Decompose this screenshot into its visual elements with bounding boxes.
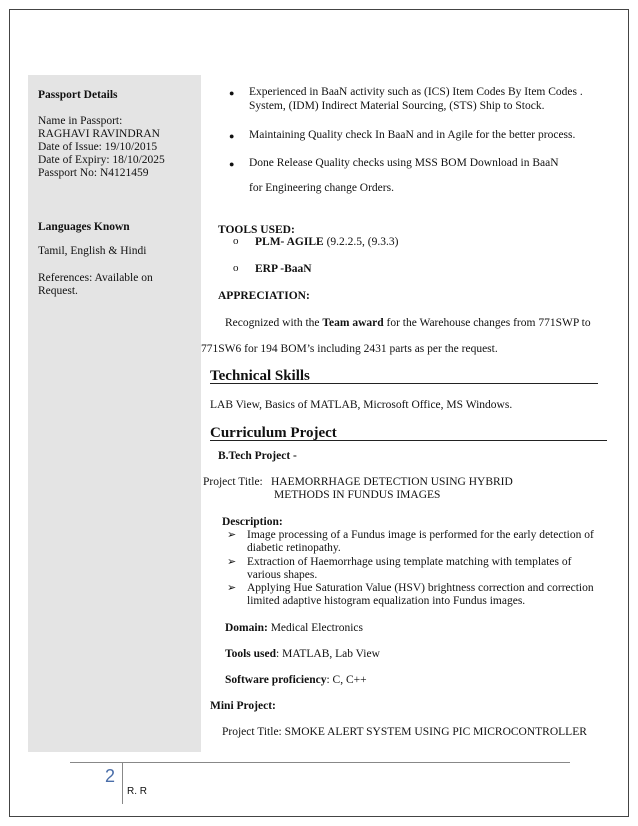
appreciation-line2: 771SW6 for 194 BOM’s including 2431 parts as per the request.: [201, 343, 498, 355]
description-item-1-line1: Image processing of a Fundus image is performed for the early detection of: [247, 529, 594, 541]
description-item-1-line2: diabetic retinopathy.: [247, 542, 341, 554]
sidebar: [28, 75, 201, 752]
bullet-icon: ●: [229, 88, 235, 98]
tool-item-1-name: PLM- AGILE: [255, 236, 324, 248]
tools-used-label: Tools used: [225, 648, 277, 660]
technical-skills-rule: [210, 383, 598, 384]
tool-item-1: [255, 235, 398, 249]
mini-project-title: Project Title: SMOKE ALERT SYSTEM USING PIC MICROCONTROLLER: [222, 726, 587, 738]
passport-number: Passport No: N4121459: [38, 167, 149, 179]
arrow-bullet-icon: ➢: [227, 529, 237, 541]
experience-bullet-1-line2: System, (IDM) Indirect Material Sourcing, (STS) Ship to Stock.: [249, 100, 545, 112]
tool-item-2: ERP -BaaN: [255, 263, 312, 275]
appreciation-heading: APPRECIATION:: [218, 290, 310, 302]
experience-bullet-3-line1: Done Release Quality checks using MSS BOM Download in BaaN: [249, 157, 559, 169]
appreciation-pre: Recognized with the: [225, 317, 323, 329]
project-title-line2: METHODS IN FUNDUS IMAGES: [274, 489, 441, 501]
curriculum-heading: Curriculum Project: [210, 425, 337, 441]
passport-name-value: RAGHAVI RAVINDRAN: [38, 128, 160, 140]
tools-used-line: [225, 647, 380, 661]
arrow-bullet-icon: ➢: [227, 582, 237, 594]
appreciation-line1: [225, 316, 591, 330]
domain-line: [225, 621, 363, 635]
tools-used-value: : MATLAB, Lab View: [276, 648, 380, 660]
team-award: Team award: [322, 317, 384, 329]
project-title-label: Project Title:: [203, 476, 263, 488]
mini-project-label: Mini Project:: [210, 700, 276, 712]
arrow-bullet-icon: ➢: [227, 556, 237, 568]
description-item-2-line2: various shapes.: [247, 569, 318, 581]
bullet-icon: ●: [229, 159, 235, 169]
appreciation-post: for the Warehouse changes from 771SWP to: [383, 317, 591, 329]
footer-rule: [70, 762, 570, 763]
passport-name-label: Name in Passport:: [38, 115, 123, 127]
experience-bullet-2: Maintaining Quality check In BaaN and in Agile for the better process.: [249, 129, 576, 141]
footer-initials: R. R: [127, 786, 147, 797]
btech-project-label: B.Tech Project -: [218, 450, 297, 462]
tools-heading: TOOLS USED:: [218, 224, 295, 236]
domain-value: Medical Electronics: [267, 622, 363, 634]
description-item-2-line1: Extraction of Haemorrhage using template matching with templates of: [247, 556, 572, 568]
software-label: Software proficiency: [225, 674, 327, 686]
tool-item-1-version: (9.2.2.5, (9.3.3): [323, 236, 399, 248]
software-line: [225, 673, 367, 687]
languages-value: Tamil, English & Hindi: [38, 245, 147, 257]
passport-expiry-date: Date of Expiry: 18/10/2025: [38, 154, 165, 166]
languages-heading: Languages Known: [38, 221, 130, 233]
references-line2: Request.: [38, 285, 78, 297]
technical-skills-text: LAB View, Basics of MATLAB, Microsoft Office, MS Windows.: [210, 399, 513, 411]
description-item-3-line2: limited adaptive histogram equalization into Fundus images.: [247, 595, 526, 607]
description-label: Description:: [222, 516, 283, 528]
project-title-line1: HAEMORRHAGE DETECTION USING HYBRID: [271, 476, 513, 488]
footer-divider: [122, 762, 123, 804]
circle-bullet-icon: o: [233, 262, 239, 274]
description-item-3-line1: Applying Hue Saturation Value (HSV) brightness correction and correction: [247, 582, 594, 594]
experience-bullet-3-line2: for Engineering change Orders.: [249, 182, 394, 194]
page-number: 2: [105, 766, 116, 786]
technical-skills-heading: Technical Skills: [210, 368, 310, 384]
curriculum-rule: [210, 440, 607, 441]
references-line1: References: Available on: [38, 272, 153, 284]
software-value: : C, C++: [326, 674, 367, 686]
passport-heading: Passport Details: [38, 89, 118, 101]
domain-label: Domain:: [225, 622, 268, 634]
circle-bullet-icon: o: [233, 235, 239, 247]
passport-issue-date: Date of Issue: 19/10/2015: [38, 141, 158, 153]
experience-bullet-1-line1: Experienced in BaaN activity such as (ICS) Item Codes By Item Codes .: [249, 86, 583, 98]
bullet-icon: ●: [229, 131, 235, 141]
